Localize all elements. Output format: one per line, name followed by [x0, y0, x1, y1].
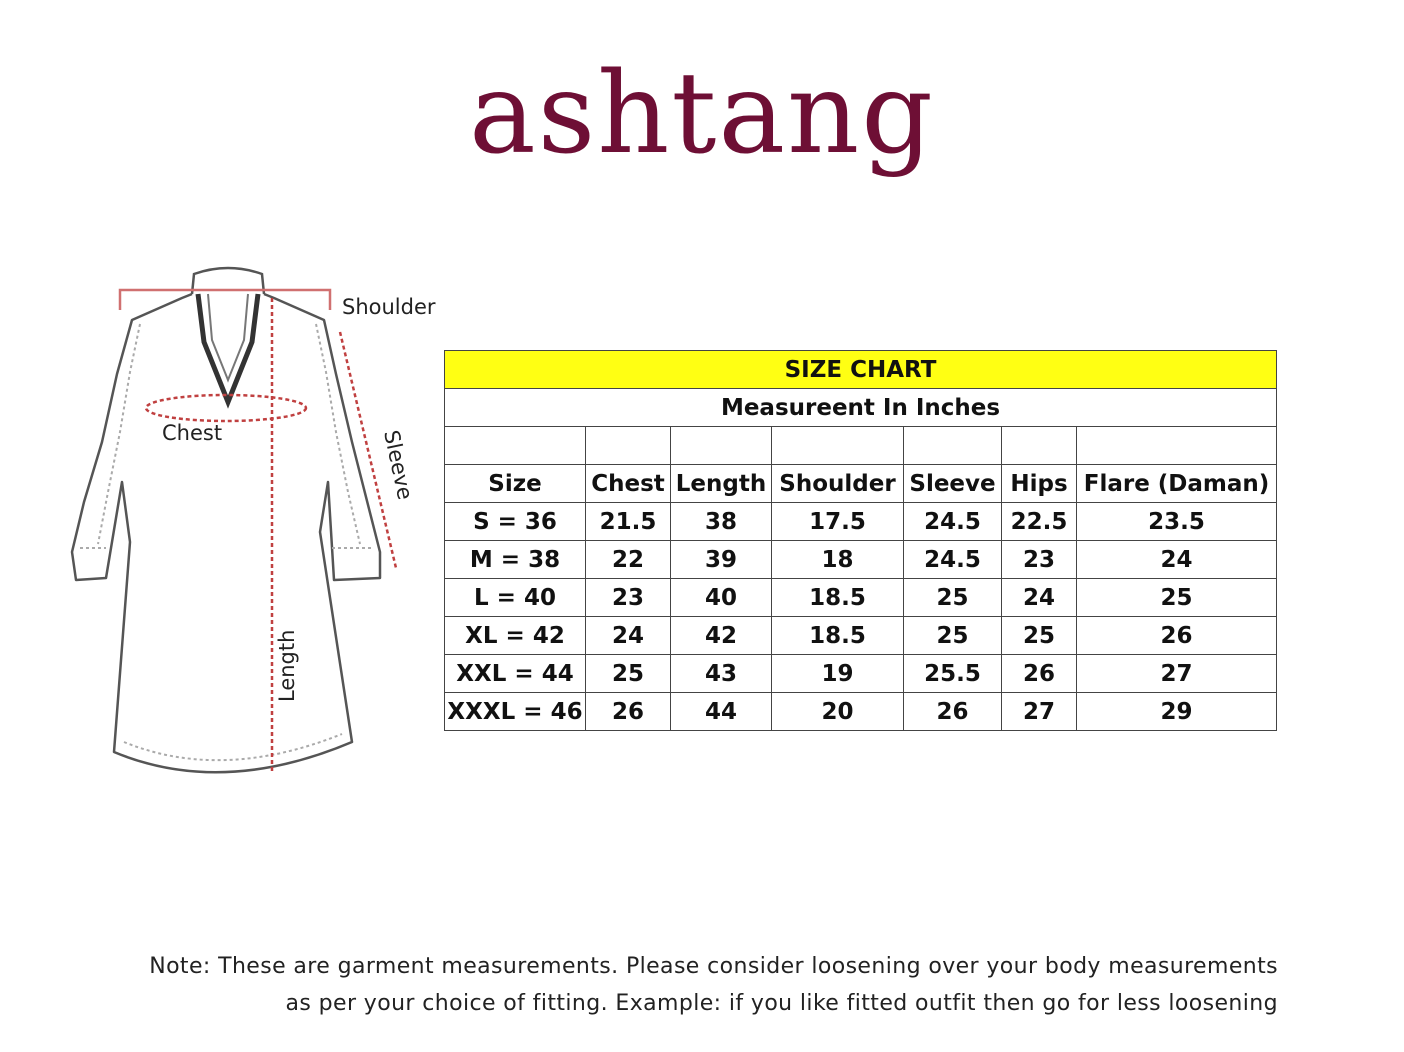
table-cell: XL = 42 — [445, 617, 586, 655]
table-cell: 22 — [586, 541, 671, 579]
table-cell: 26 — [904, 693, 1002, 731]
table-row — [445, 541, 1277, 579]
size-chart-empty-row — [445, 427, 1277, 465]
table-cell: 18.5 — [772, 617, 904, 655]
column-header: Flare (Daman) — [1077, 465, 1277, 503]
table-row — [445, 503, 1277, 541]
table-row — [445, 579, 1277, 617]
table-row — [445, 655, 1277, 693]
table-cell: 26 — [1002, 655, 1077, 693]
chest-label: Chest — [162, 421, 223, 445]
table-cell: 40 — [671, 579, 772, 617]
size-chart-subtitle: Measureent In Inches — [445, 389, 1277, 427]
table-cell: 20 — [772, 693, 904, 731]
table-cell: XXXL = 46 — [445, 693, 586, 731]
table-cell: XXL = 44 — [445, 655, 586, 693]
brand-logo: ashtang — [469, 49, 935, 179]
column-header: Shoulder — [772, 465, 904, 503]
table-cell: 23.5 — [1077, 503, 1277, 541]
table-row — [445, 617, 1277, 655]
table-cell: M = 38 — [445, 541, 586, 579]
table-cell: 43 — [671, 655, 772, 693]
table-cell: 29 — [1077, 693, 1277, 731]
table-cell: 24 — [1002, 579, 1077, 617]
table-cell: 21.5 — [586, 503, 671, 541]
length-label: Length — [275, 629, 299, 702]
table-cell: 18.5 — [772, 579, 904, 617]
table-cell: 27 — [1002, 693, 1077, 731]
sleeve-label: Sleeve — [379, 428, 418, 502]
size-chart-table — [444, 350, 1277, 731]
size-chart-title-row — [445, 351, 1277, 389]
empty-cell — [772, 427, 904, 465]
table-row — [445, 693, 1277, 731]
table-cell: L = 40 — [445, 579, 586, 617]
table-cell: 38 — [671, 503, 772, 541]
table-cell: 24.5 — [904, 503, 1002, 541]
column-header: Size — [445, 465, 586, 503]
table-cell: 25 — [586, 655, 671, 693]
empty-cell — [445, 427, 586, 465]
table-cell: 26 — [586, 693, 671, 731]
table-cell: 42 — [671, 617, 772, 655]
size-chart-subtitle-row — [445, 389, 1277, 427]
column-header: Hips — [1002, 465, 1077, 503]
table-cell: 23 — [586, 579, 671, 617]
table-cell: 26 — [1077, 617, 1277, 655]
note-line-2: as per your choice of fitting. Example: if you like fitted outfit then go for less loosening — [285, 991, 1278, 1016]
empty-cell — [586, 427, 671, 465]
column-header: Chest — [586, 465, 671, 503]
table-cell: 25 — [1077, 579, 1277, 617]
table-cell: 44 — [671, 693, 772, 731]
empty-cell — [1002, 427, 1077, 465]
table-cell: 24.5 — [904, 541, 1002, 579]
fitting-note — [120, 948, 1278, 1022]
table-cell: 24 — [1077, 541, 1277, 579]
table-cell: 18 — [772, 541, 904, 579]
column-header: Length — [671, 465, 772, 503]
note-line-1: Note: These are garment measurements. Please consider loosening over your body measurements — [149, 954, 1278, 979]
kurta-measurement-diagram — [62, 262, 452, 792]
table-cell: 25 — [1002, 617, 1077, 655]
shoulder-label: Shoulder — [342, 295, 436, 319]
table-cell: 25 — [904, 617, 1002, 655]
table-cell: 17.5 — [772, 503, 904, 541]
table-cell: 24 — [586, 617, 671, 655]
table-cell: 23 — [1002, 541, 1077, 579]
table-cell: 22.5 — [1002, 503, 1077, 541]
table-cell: 27 — [1077, 655, 1277, 693]
column-header: Sleeve — [904, 465, 1002, 503]
size-chart-title: SIZE CHART — [445, 351, 1277, 389]
empty-cell — [671, 427, 772, 465]
empty-cell — [1077, 427, 1277, 465]
table-cell: 39 — [671, 541, 772, 579]
table-cell: 25.5 — [904, 655, 1002, 693]
table-cell: S = 36 — [445, 503, 586, 541]
table-cell: 25 — [904, 579, 1002, 617]
empty-cell — [904, 427, 1002, 465]
table-cell: 19 — [772, 655, 904, 693]
size-chart-header-row — [445, 465, 1277, 503]
